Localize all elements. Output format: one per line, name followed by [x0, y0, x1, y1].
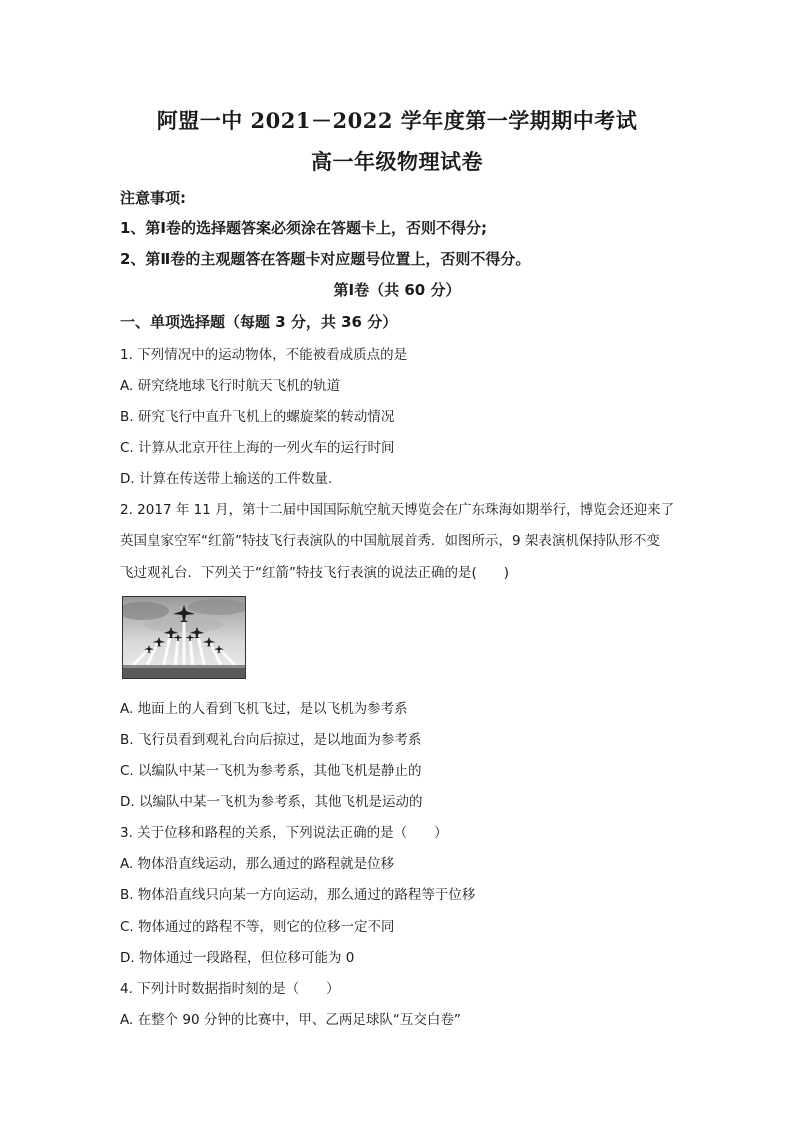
- notice-heading: 注意事项:: [120, 189, 186, 207]
- red-arrows-formation-photo: [122, 596, 246, 679]
- exam-title: 阿盟一中 2021－2022 学年度第一学期期中考试: [156, 108, 638, 133]
- exam-subtitle: 高一年级物理试卷: [311, 149, 483, 174]
- notice-item-1: 1、第Ⅰ卷的选择题答案必须涂在答题卡上，否则不得分;: [120, 219, 488, 237]
- question-3-option-b: B. 物体沿直线只向某一方向运动，那么通过的路程等于位移: [120, 887, 476, 903]
- question-2-option-a: A. 地面上的人看到飞机飞过，是以飞机为参考系: [120, 701, 408, 717]
- part-1-heading: 第Ⅰ卷（共 60 分）: [333, 281, 461, 299]
- notice-item-2: 2、第Ⅱ卷的主观题答在答题卡对应题号位置上，否则不得分。: [120, 250, 531, 268]
- question-2-option-c: C. 以编队中某一飞机为参考系，其他飞机是静止的: [120, 763, 422, 779]
- question-2-option-d: D. 以编队中某一飞机为参考系，其他飞机是运动的: [120, 794, 423, 810]
- question-2-stem-line-1: 2. 2017 年 11 月，第十二届中国国际航空航天博览会在广东珠海如期举行，博览会还迎来了: [120, 502, 675, 518]
- question-1-option-a: A. 研究绕地球飞行时航天飞机的轨道: [120, 378, 341, 394]
- question-2-option-b: B. 飞行员看到观礼台向后掠过，是以地面为参考系: [120, 732, 422, 748]
- question-3-stem: 3. 关于位移和路程的关系，下列说法正确的是（ ）: [120, 825, 448, 841]
- question-2-stem-line-2: 英国皇家空军“红箭”特技飞行表演队的中国航展首秀．如图所示，9 架表演机保持队形不变: [120, 533, 660, 549]
- question-2-stem-line-3: 飞过观礼台．下列关于“红箭”特技飞行表演的说法正确的是( ): [120, 565, 510, 581]
- question-1-stem: 1. 下列情况中的运动物体，不能被看成质点的是: [120, 347, 408, 363]
- question-3-option-d: D. 物体通过一段路程，但位移可能为 0: [120, 950, 355, 966]
- question-4-option-a: A. 在整个 90 分钟的比赛中，甲、乙两足球队“互交白卷”: [120, 1012, 461, 1028]
- question-3-option-a: A. 物体沿直线运动，那么通过的路程就是位移: [120, 856, 395, 872]
- section-1-heading: 一、单项选择题（每题 3 分，共 36 分）: [120, 313, 398, 331]
- question-1-option-d: D. 计算在传送带上输送的工件数量.: [120, 471, 333, 487]
- question-4-stem: 4. 下列计时数据指时刻的是（ ）: [120, 981, 340, 997]
- question-1-option-b: B. 研究飞行中直升飞机上的螺旋桨的转动情况: [120, 409, 395, 425]
- question-3-option-c: C. 物体通过的路程不等，则它的位移一定不同: [120, 919, 395, 935]
- question-1-option-c: C. 计算从北京开往上海的一列火车的运行时间: [120, 440, 395, 456]
